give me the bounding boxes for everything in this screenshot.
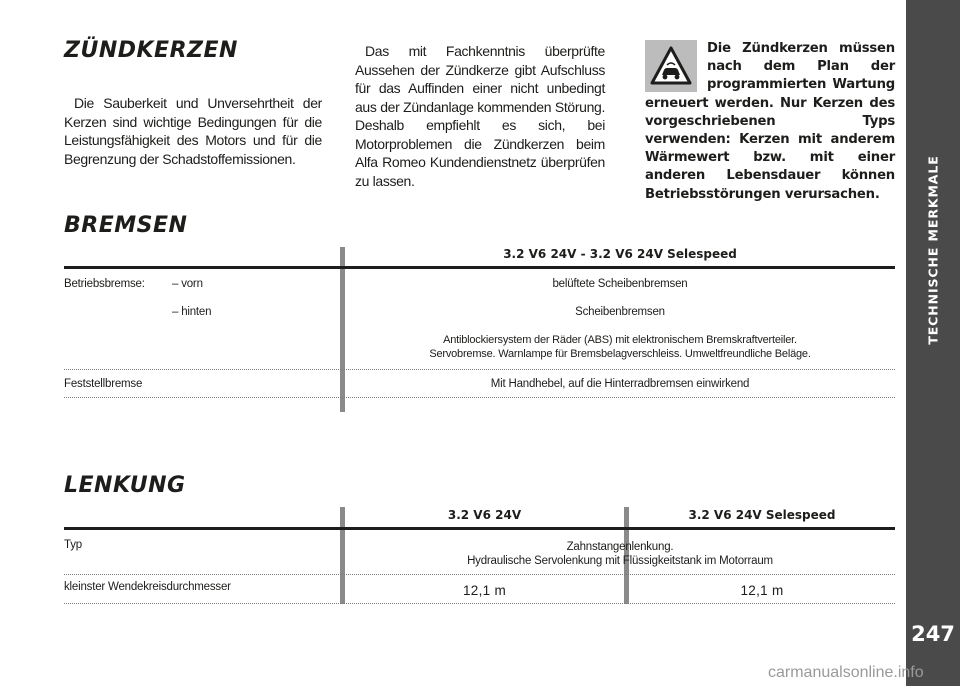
steering-header-rule <box>64 527 895 530</box>
section-tab-label: TECHNISCHE MERKMALE <box>925 155 941 345</box>
parking-brake-label: Feststellbremse <box>64 378 143 390</box>
steering-bottom-divider <box>64 603 895 604</box>
front-brake-value: belüftete Scheibenbremsen <box>552 278 688 290</box>
steering-row-divider <box>64 574 895 575</box>
service-brake-label: Betriebsbremse: <box>64 278 145 290</box>
steering-column-header-1: 3.2 V6 24V <box>447 508 522 522</box>
watermark-text: carmanualsonline.info <box>768 664 924 681</box>
turning-circle-value-1: 12,1 m <box>462 583 507 598</box>
spark-plugs-heading: ZÜNDKERZEN <box>64 38 238 63</box>
steering-heading: LENKUNG <box>64 473 186 498</box>
abs-line-2: Servobremse. Warnlampe für Bremsbelagverschleiss. Umweltfreundliche Beläge. <box>429 348 811 360</box>
steering-type-label: Typ <box>64 539 82 551</box>
steering-type-line-2: Hydraulische Servolenkung mit Flüssigkeitstank im Motorraum <box>467 555 773 567</box>
brakes-header-rule <box>64 266 895 269</box>
brakes-heading: BREMSEN <box>64 213 188 238</box>
brakes-column-header: 3.2 V6 24V - 3.2 V6 24V Selespeed <box>503 247 737 261</box>
steering-type-line-1: Zahnstangenlenkung. <box>566 541 674 553</box>
abs-line-1: Antiblockiersystem der Räder (ABS) mit elektronischem Bremskraftverteiler. <box>443 334 797 346</box>
parking-brake-value: Mit Handhebel, auf die Hinterradbremsen einwirkend <box>490 378 750 390</box>
spark-plugs-warning <box>645 40 895 204</box>
turning-circle-label: kleinster Wendekreisdurchmesser <box>64 581 231 593</box>
front-brake-label: – vorn <box>172 278 203 290</box>
turning-circle-value-2: 12,1 m <box>740 583 784 598</box>
steering-column-header-2: 3.2 V6 24V Selespeed <box>688 508 836 522</box>
warning-car-icon <box>645 40 697 92</box>
spark-plugs-paragraph-2: Das mit Fachkenntnis überprüfte Aussehen der Zündkerze gibt Aufschluss für das Auffinden einer nicht unbedingt aus der Zündanlage kommenden Störung. Deshalb empfiehlt es sich, bei Motorproblemen die Zündkerzen beim Alfa Romeo Kundendienstnetz überprüfen zu lassen. <box>355 43 605 189</box>
rear-brake-label: – hinten <box>172 306 212 318</box>
warning-text: Die Zündkerzen müssen nach dem Plan der programmierten Wartung erneuert werden. Nur Kerzen des vorgeschriebenen Typs verwenden: Kerzen mit anderem Wärmewert bzw. mit einer anderen Lebensdauer können Betriebsstörungen verursachen. <box>645 41 895 202</box>
spark-plugs-paragraph-1: Die Sauberkeit und Unversehrtheit der Kerzen sind wichtige Bedingungen für die Leistungsfähigkeit des Motors und für die Begrenzung der Schadstoffemissionen. <box>64 95 322 167</box>
page-number: 247 <box>911 622 955 646</box>
brakes-row-divider <box>64 369 895 370</box>
brakes-bottom-divider <box>64 397 895 398</box>
rear-brake-value: Scheibenbremsen <box>575 306 665 318</box>
